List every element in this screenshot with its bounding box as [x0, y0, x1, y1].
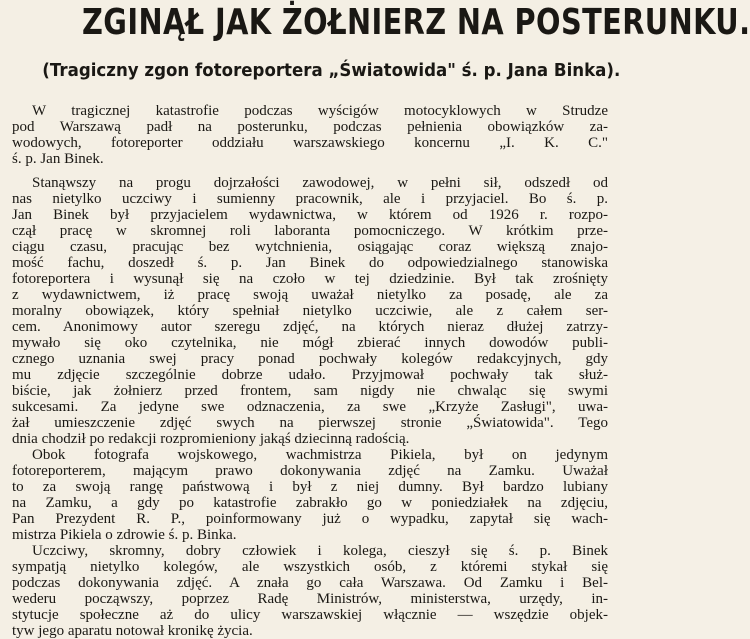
text-line: pod Warszawą padł na posterunku, podczas pełnienia obowiązków za- [12, 119, 608, 135]
text-line: czął pracę w skromnej roli laboranta pomocniczego. W krótkim prze- [12, 223, 608, 239]
text-line: ciągu czasu, pracując bez wytchnienia, osiągając coraz większą znajo- [12, 239, 608, 255]
text-line: z wydawnictwem, iż pracę swoją uważał nietylko za posadę, ale za [12, 287, 608, 303]
text-line: Jan Binek był przyjacielem wydawnictwa, w którem od 1926 r. rozpo- [12, 207, 608, 223]
text-line: ś. p. Jan Binek. [12, 151, 104, 167]
text-line: to za swoją rangę państwową i był z niej dumny. Był bardzo lubiany [12, 479, 608, 495]
text-line: mywało się oko czytelnika, nie mógł zbierać innych dowodów publi- [12, 335, 608, 351]
text-line: moralny obowiązek, który spełniał nietylko uczciwie, ale z całem ser- [12, 303, 608, 319]
text-line: dnia chodził po redakcji rozpromieniony jakąś dziecinną radością. [12, 431, 410, 447]
text-line: fotoreporterem, mającym prawo dokonywania zdjęć na Zamku. Uważał [12, 463, 608, 479]
article-paragraph [12, 103, 608, 167]
text-line: fotoreportera i wysunął się na czoło w tej dziedzinie. Był tak zrośnięty [12, 271, 608, 287]
article-body [12, 103, 608, 639]
text-line: cznego uznania swej pracy ponad pochwały kolegów redakcyjnych, gdy [12, 351, 608, 367]
article-paragraph [12, 543, 608, 639]
text-line: Pan Prezydent R. P., poinformowany już o wypadku, zapytał się wach- [12, 511, 608, 527]
text-line: na Zamku, a gdy po katastrofie zabrakło go w poniedziałek na zdjęciu, [12, 495, 608, 511]
text-line: mu zdjęcie szczególnie dobrze udało. Przyjmował pochwały tak służ- [12, 367, 608, 383]
text-line: biście, jak żołnierz przed frontem, sam nigdy nie chwaląc się swymi [12, 383, 608, 399]
text-line: W tragicznej katastrofie podczas wyścigów motocyklowych w Strudze [32, 103, 608, 119]
text-line: mość fachu, doszedł ś. p. Jan Binek do odpowiedzialnego stanowiska [12, 255, 608, 271]
text-line: sympatją nietylko kolegów, ale wszystkich osób, z któremi stykał się [12, 559, 608, 575]
article-paragraph [12, 447, 608, 543]
text-line: wederu począwszy, poprzez Radę Ministrów, ministerstwa, urzędy, in- [12, 591, 608, 607]
text-line: cem. Anonimowy autor szeregu zdjęć, na których nieraz dłużej zatrzy- [12, 319, 608, 335]
text-line: nas nietylko uczciwy i sumienny pracownik, ale i przyjaciel. Bo ś. p. [12, 191, 608, 207]
text-line: stytucje społeczne aż do ulicy warszawskiej włącznie — wszędzie objek- [12, 607, 608, 623]
article-paragraph [12, 175, 608, 447]
headline: ZGINĄŁ JAK ŻOŁNIERZ NA POSTERUNKU. [82, 2, 750, 43]
text-line: Uczciwy, skromny, dobry człowiek i kolega, cieszył się ś. p. Binek [32, 543, 608, 559]
subheadline: (Tragiczny zgon fotoreportera „Światowida" ś. p. Jana Binka). [42, 61, 621, 81]
text-line: Obok fotografa wojskowego, wachmistrza Pikiela, był on jedynym [32, 447, 608, 463]
text-line: żał umieszczenie zdjęć swych na pierwszej stronie „Światowida". Tego [12, 415, 608, 431]
text-line: sukcesami. Za jedyne swe odznaczenia, za swe „Krzyże Zasługi", uwa- [12, 399, 608, 415]
text-line: mistrza Pikiela o zdrowie ś. p. Binka. [12, 527, 237, 543]
text-line: wodowych, fotoreporter oddziału warszawskiego koncernu „I. K. C." [12, 135, 608, 151]
text-line: tyw jego aparatu notował kronikę życia. [12, 623, 253, 639]
text-line: Stanąwszy na progu dojrzałości zawodowej, w pełni sił, odszedł od [32, 175, 608, 191]
text-line: podczas dokonywania zdjęć. A znała go cała Warszawa. Od Zamku i Bel- [12, 575, 608, 591]
